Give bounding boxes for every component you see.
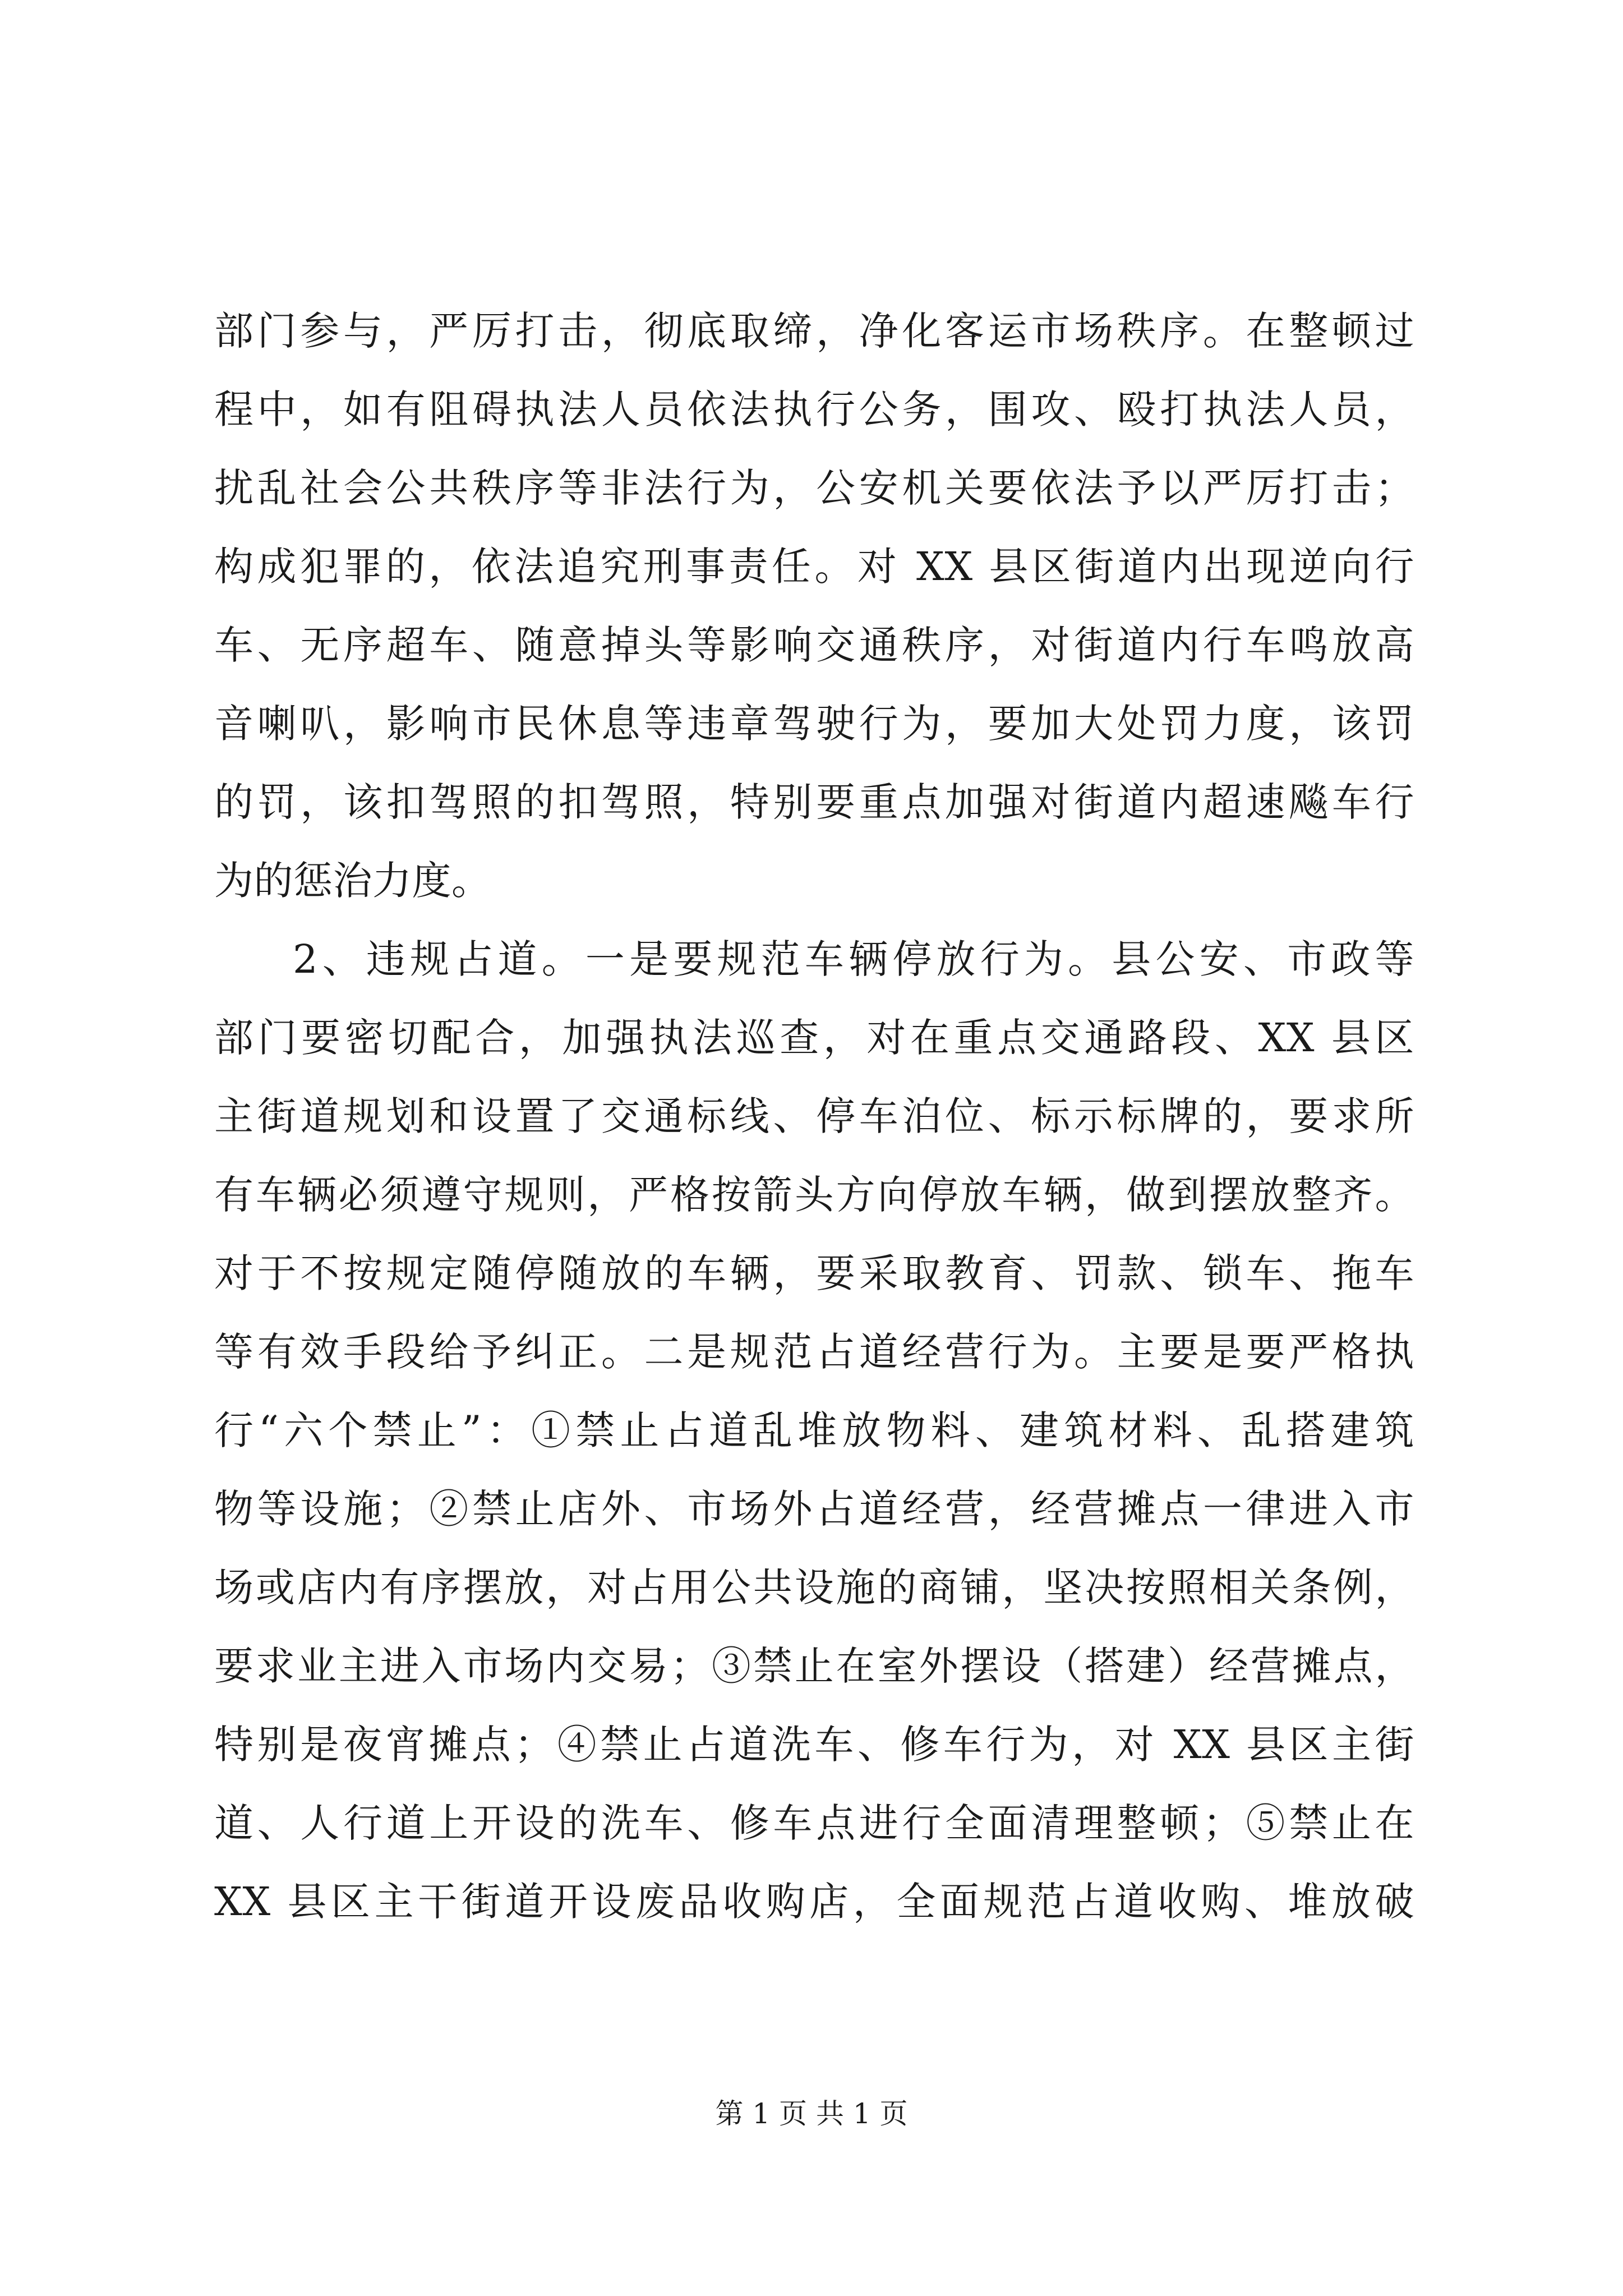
- text-line: 构成犯罪的，依法追究刑事责任。对 XX 县区街道内出现逆向行: [214, 544, 1414, 590]
- text-line: 有车辆必须遵守规则，严格按箭头方向停放车辆，做到摆放整齐。: [214, 1172, 1414, 1218]
- text-line: 部门参与，严厉打击，彻底取缔，净化客运市场秩序。在整顿过: [214, 308, 1414, 354]
- page-footer: 第 1 页 共 1 页: [715, 2097, 908, 2130]
- text-line: 对于不按规定随停随放的车辆，要采取教育、罚款、锁车、拖车: [214, 1250, 1414, 1296]
- text-line: 特别是夜宵摊点；④禁止占道洗车、修车行为，对 XX 县区主街: [214, 1722, 1414, 1768]
- text-line: 主街道规划和设置了交通标线、停车泊位、标示标牌的，要求所: [214, 1093, 1414, 1139]
- text-line: 音喇叭，影响市民休息等违章驾驶行为，要加大处罚力度，该罚: [214, 701, 1414, 747]
- text-line: 等有效手段给予纠正。二是规范占道经营行为。主要是要严格执: [214, 1329, 1414, 1375]
- body-text: [214, 292, 1414, 1941]
- text-line: 为的惩治力度。: [214, 858, 491, 904]
- text-line: 程中，如有阻碍执法人员依法执行公务，围攻、殴打执法人员，: [214, 386, 1414, 432]
- text-line: 物等设施；②禁止店外、市场外占道经营，经营摊点一律进入市: [214, 1486, 1414, 1532]
- text-line: 场或店内有序摆放，对占用公共设施的商铺，坚决按照相关条例，: [214, 1565, 1414, 1611]
- paragraph-first-line: 2、违规占道。一是要规范车辆停放行为。县公安、市政等: [293, 936, 1414, 982]
- text-line: XX 县区主干街道开设废品收购店，全面规范占道收购、堆放破: [214, 1879, 1414, 1925]
- text-line: 部门要密切配合，加强执法巡查，对在重点交通路段、XX 县区: [214, 1015, 1414, 1061]
- text-line: 的罚，该扣驾照的扣驾照，特别要重点加强对街道内超速飚车行: [214, 779, 1414, 825]
- text-line: 道、人行道上开设的洗车、修车点进行全面清理整顿；⑤禁止在: [214, 1800, 1414, 1846]
- text-line: 车、无序超车、随意掉头等影响交通秩序，对街道内行车鸣放高: [214, 622, 1414, 668]
- text-line: 扰乱社会公共秩序等非法行为，公安机关要依法予以严厉打击；: [214, 465, 1414, 511]
- text-line: 要求业主进入市场内交易；③禁止在室外摆设（搭建）经营摊点，: [214, 1643, 1414, 1689]
- text-line: 行“六个禁止”：①禁止占道乱堆放物料、建筑材料、乱搭建筑: [214, 1407, 1414, 1453]
